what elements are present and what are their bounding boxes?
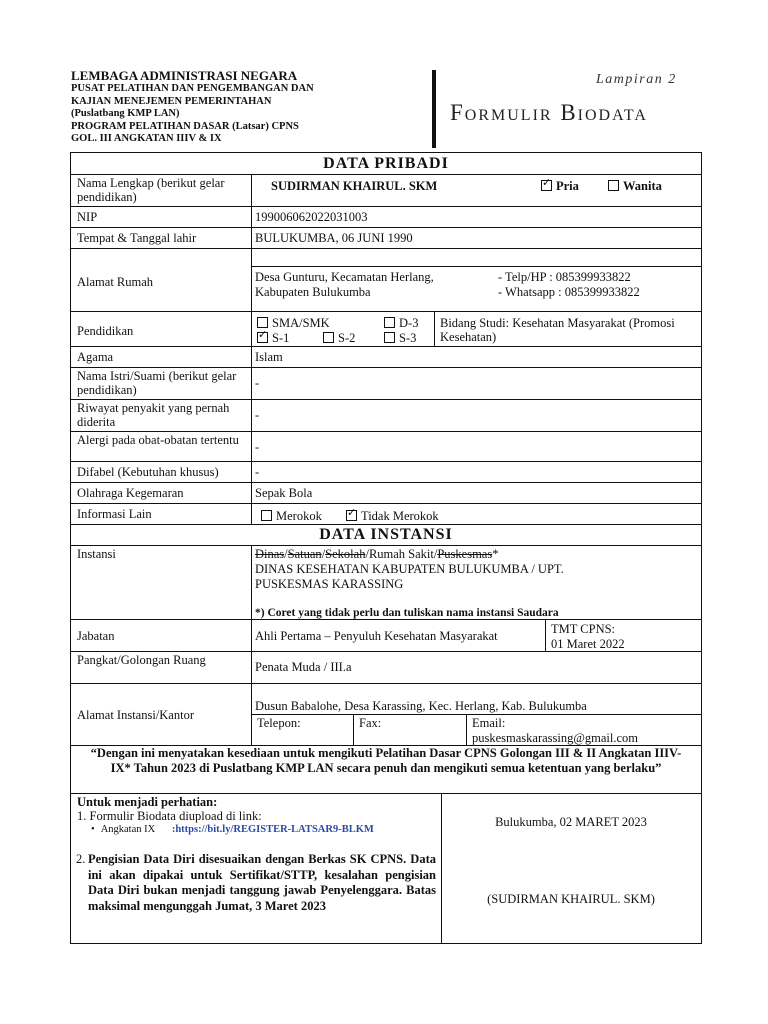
notes-item2: Pengisian Data Diri disesuaikan dengan Berkas SK CPNS. Data ini akan dipakai untuk Sertifikat/STTP, kesalahan pengisian Data Diri bukan menjadi tanggung jawab Penyelenggara. Batas maksimal mengunggah Jumat, 3 Maret 2023 [88, 852, 436, 913]
alamat-line1: Desa Gunturu, Kecamatan Herlang, [255, 270, 434, 284]
nama-label: Nama Lengkap (berikut gelar pendidikan) [77, 176, 225, 204]
section-data-pribadi: DATA PRIBADI [323, 155, 449, 172]
riwayat-label: Riwayat penyakit yang pernah diderita [77, 401, 230, 429]
ttl-value: BULUKUMBA, 06 JUNI 1990 [255, 231, 413, 245]
s1-checkbox[interactable] [257, 332, 268, 343]
sma-checkbox[interactable] [257, 317, 268, 328]
d3-checkbox[interactable] [384, 317, 395, 328]
edu-s1-option[interactable]: ✓S-1 [257, 331, 289, 345]
whatsapp-value: - Whatsapp : 085399933822 [498, 285, 640, 299]
ttl-label: Tempat & Tanggal lahir [77, 231, 197, 245]
kantor-label: Alamat Instansi/Kantor [77, 708, 194, 722]
gender-wanita-option[interactable]: Wanita [608, 179, 662, 193]
notes-link-bullet: • Angkatan IX :https://bit.ly/REGISTER-LATSAR9-BLKM [91, 824, 374, 835]
nip-label: NIP [77, 210, 98, 224]
pria-checkbox[interactable] [541, 180, 552, 191]
tmt-value: 01 Maret 2022 [551, 637, 625, 651]
form-title: Formulir Biodata [450, 100, 648, 125]
fax-label: Fax: [359, 716, 382, 730]
gender-pria-option[interactable]: ✓ Pria [541, 179, 579, 193]
instansi-options: Dinas/Satuan/Sekolah/Rumah Sakit/Puskesmas* [255, 547, 499, 561]
edu-s3-option[interactable]: S-3 [384, 331, 416, 345]
wanita-checkbox[interactable] [608, 180, 619, 191]
alergi-value: - [255, 440, 260, 454]
pangkat-label: Pangkat/Golongan Ruang [77, 653, 206, 667]
institution-header [71, 68, 361, 146]
instansi-note: *) Coret yang tidak perlu dan tuliskan nama instansi Saudara [255, 607, 559, 619]
header-line: PUSAT PELATIHAN DAN PENGEMBANGAN DAN [71, 83, 314, 94]
notes-item2-number: 2. [76, 852, 86, 866]
register-link[interactable]: :https://bit.ly/REGISTER-LATSAR9-BLKM [171, 824, 374, 835]
instansi-name-line1: DINAS KESEHATAN KABUPATEN BULUKUMBA / UPT. [255, 562, 564, 576]
signature-place-date: Bulukumba, 02 MARET 2023 [495, 815, 647, 829]
info-lain-label: Informasi Lain [77, 507, 152, 521]
header-line: GOL. III ANGKATAN IIIV & IX [71, 133, 222, 144]
email-label: Email: [472, 716, 506, 730]
kantor-value: Dusun Babalohe, Desa Karassing, Kec. Herlang, Kab. Bulukumba [255, 699, 587, 713]
tidak-merokok-option[interactable]: ✓ Tidak Merokok [346, 509, 439, 523]
statement: “Dengan ini menyatakan kesediaan untuk mengikuti Pelatihan Dasar CPNS Golongan III & II Angkatan IIIV-IX* Tahun 2023 di Puslatbang KMP LAN secara penuh dan mengikuti semua ketentuan yang berlaku” [90, 746, 682, 775]
email-value: puskesmaskarassing@gmail.com [472, 731, 638, 745]
alergi-label: Alergi pada obat-obatan tertentu [77, 433, 239, 447]
notes-title: Untuk menjadi perhatian: [77, 795, 218, 809]
nip-value: 199006062022031003 [255, 210, 368, 224]
riwayat-value: - [255, 408, 260, 422]
header-line: KAJIAN MENEJEMEN PEMERINTAHAN [71, 95, 272, 107]
header-line: PROGRAM PELATIHAN DASAR (Latsar) CPNS [71, 120, 299, 132]
section-data-instansi: DATA INSTANSI [319, 526, 453, 543]
biodata-form [70, 152, 702, 944]
telp-value: - Telp/HP : 085399933822 [498, 270, 631, 284]
alamat-label: Alamat Rumah [77, 275, 154, 289]
edu-s2-option[interactable]: S-2 [323, 331, 355, 345]
signature-name: (SUDIRMAN KHAIRUL. SKM) [487, 892, 655, 906]
agama-label: Agama [77, 350, 114, 364]
merokok-checkbox[interactable] [261, 510, 272, 521]
istri-suami-value: - [255, 376, 260, 390]
istri-suami-label: Nama Istri/Suami (berikut gelar pendidikan) [77, 369, 237, 397]
jabatan-label: Jabatan [77, 629, 115, 643]
instansi-name-line2: PUSKESMAS KARASSING [255, 577, 404, 591]
lampiran-label: Lampiran 2 [596, 72, 677, 87]
olahraga-label: Olahraga Kegemaran [77, 486, 184, 500]
tidak-merokok-checkbox[interactable] [346, 510, 357, 521]
notes-item1: 1. Formulir Biodata diupload di link: [77, 809, 262, 823]
pendidikan-label: Pendidikan [77, 324, 134, 338]
nama-value: SUDIRMAN KHAIRUL. SKM [271, 179, 438, 193]
instansi-label: Instansi [77, 547, 116, 561]
s2-checkbox[interactable] [323, 332, 334, 343]
merokok-option[interactable]: Merokok [261, 509, 322, 523]
difabel-value: - [255, 465, 260, 479]
difabel-label: Difabel (Kebutuhan khusus) [77, 465, 219, 479]
agama-value: Islam [255, 350, 283, 364]
jabatan-value: Ahli Pertama – Penyuluh Kesehatan Masyarakat [255, 629, 498, 643]
org-name: LEMBAGA ADMINISTRASI NEGARA [71, 68, 298, 83]
telepon-label: Telepon: [257, 716, 301, 730]
header-line: (Puslatbang KMP LAN) [71, 108, 180, 119]
pangkat-value: Penata Muda / III.a [255, 660, 352, 674]
alamat-line2: Kabupaten Bulukumba [255, 285, 371, 299]
header-divider [432, 70, 436, 148]
olahraga-value: Sepak Bola [255, 486, 313, 500]
s3-checkbox[interactable] [384, 332, 395, 343]
tmt-label: TMT CPNS: [551, 622, 616, 636]
bidang-studi: Bidang Studi: Kesehatan Masyarakat (Promosi Kesehatan) [440, 316, 675, 344]
edu-sma-option[interactable]: SMA/SMK [257, 316, 330, 330]
edu-d3-option[interactable]: D-3 [384, 316, 418, 330]
